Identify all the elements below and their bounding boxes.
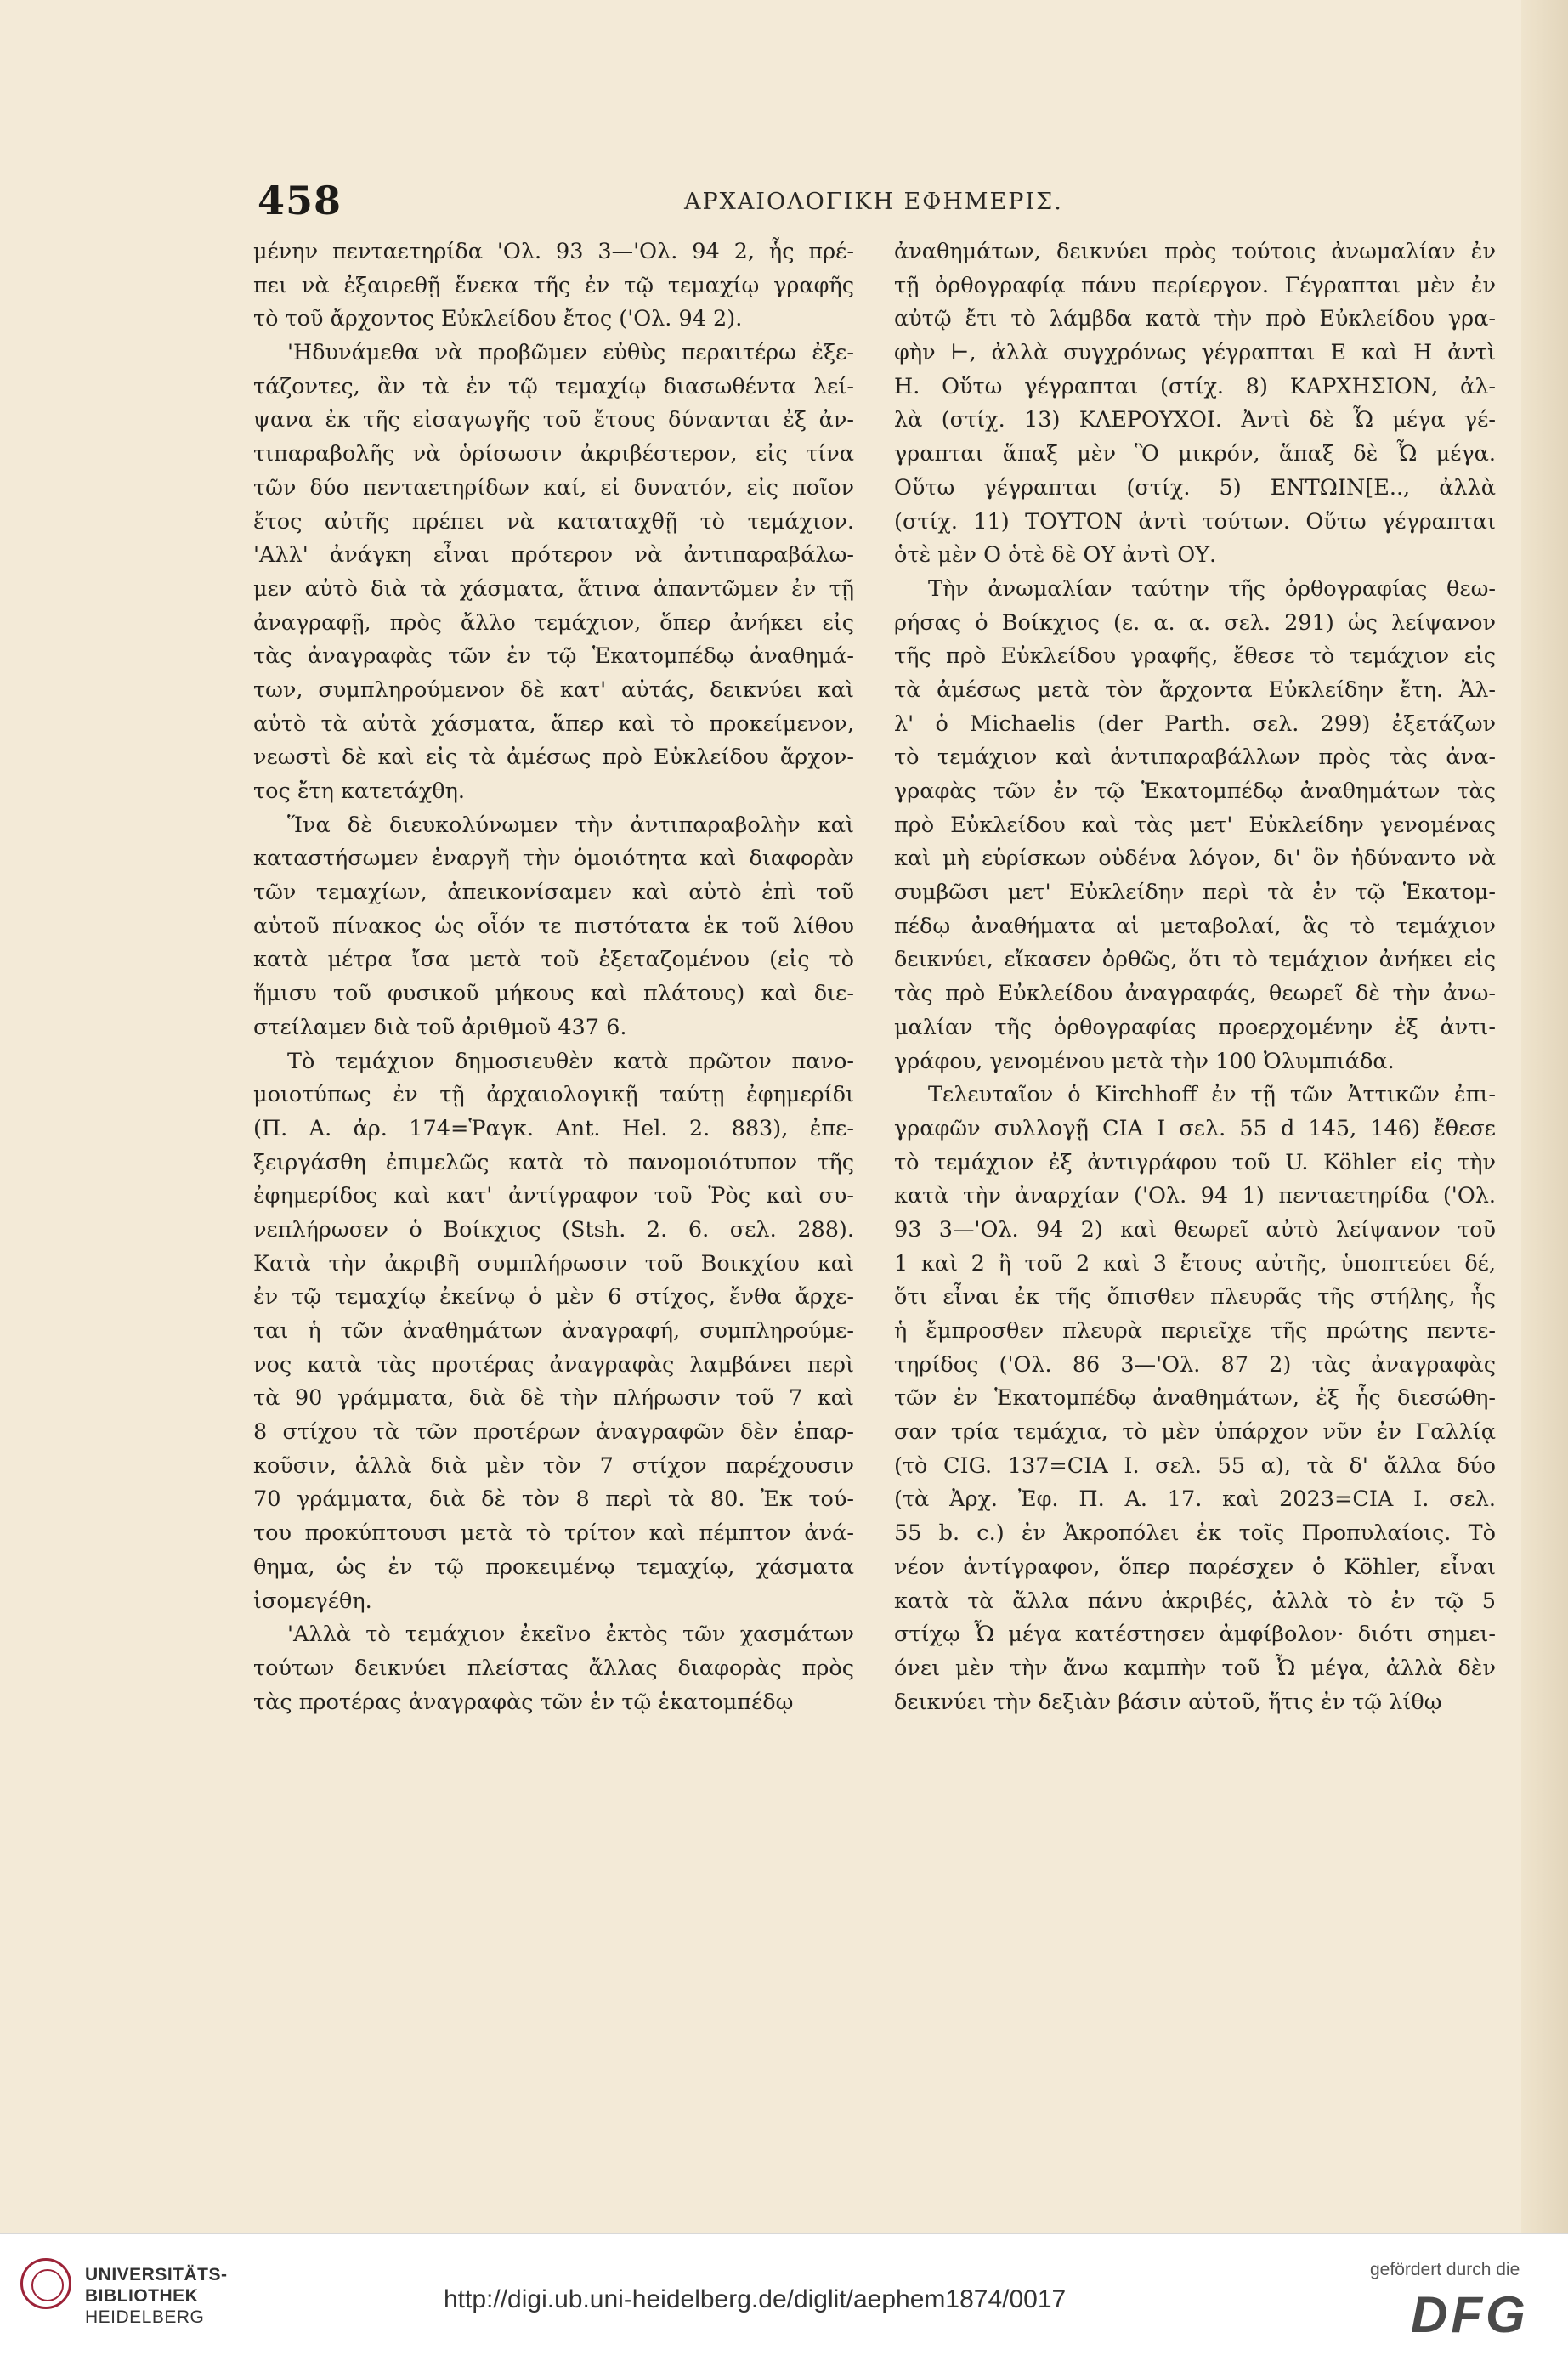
text-line: δεικνύει, εἴκασεν ὀρθῶς, ὅτι τὸ τεμάχιον ἀνήκει εἰς <box>894 947 1496 973</box>
text-line: πέδῳ ἀναθήματα αἱ μεταβολαί, ἃς τὸ τεμάχιον <box>894 913 1496 939</box>
text-line: ἐφημερίδος καὶ κατ' ἀντίγραφον τοῦ Ῥὸς καὶ συ- <box>253 1183 854 1209</box>
text-line: τὸ τοῦ ἄρχοντος Εὐκλείδου ἔτος ('Ολ. 94 2). <box>253 306 743 332</box>
text-line: φὴν ⊢, ἀλλὰ συγχρόνως γέγραπται Ε καὶ Η ἀντὶ <box>894 340 1496 366</box>
running-head: ΑΡΧΑΙΟΛΟΓΙΚΗ ΕΦΗΜΕΡΙΣ. <box>684 189 1063 215</box>
text-line: ψανα ἐκ τῆς εἰσαγωγῆς τοῦ ἔτους δύνανται ἐξ ἀν- <box>253 407 854 433</box>
text-line: μεν αὐτὸ διὰ τὰ χάσματα, ἅτινα ἀπαντῶμεν ἐν τῇ <box>253 575 854 602</box>
text-line: στείλαμεν διὰ τοῦ ἀριθμοῦ 437 6. <box>253 1014 627 1040</box>
text-line: τῶν τεμαχίων, ἀπεικονίσαμεν καὶ αὐτὸ ἐπὶ τοῦ <box>253 880 854 906</box>
text-line: ρήσας ὁ Βοίκχιος (ε. α. α. σελ. 291) ὡς λείψανον <box>894 609 1496 636</box>
text-line: τῆς πρὸ Εὐκλείδου γραφῆς, ἔθεσε τὸ τεμάχιον εἰς <box>894 643 1496 670</box>
page-number: 458 <box>258 178 342 224</box>
text-line: ξειργάσθη ἐπιμελῶς κατὰ τὸ πανομοιότυπον τῆς <box>253 1149 854 1175</box>
text-line: μαλίαν τῆς ὀρθογραφίας προερχομένην ἐξ ἀντι- <box>894 1014 1496 1040</box>
text-line: δεικνύει τὴν δεξιὰν βάσιν αὐτοῦ, ἥτις ἐν τῷ λίθῳ <box>894 1689 1442 1715</box>
text-line: τὸ τεμάχιον ἐξ ἀντιγράφου τοῦ U. Köhler εἰς τὴν <box>894 1149 1496 1175</box>
text-line: κατὰ τὴν ἀναρχίαν ('Ολ. 94 1) πενταετηρίδα ('Ολ. <box>894 1183 1496 1209</box>
text-line: ται ἡ τῶν ἀναθημάτων ἀναγραφή, συμπληρούμε- <box>253 1318 854 1344</box>
page-edge-shadow <box>1521 0 1568 2233</box>
funding-note: gefördert durch die <box>1370 2260 1520 2279</box>
text-line: ἀναθημάτων, δεικνύει πρὸς τούτοις ἀνωμαλίαν ἐν <box>894 239 1496 264</box>
university-library-logo[interactable] <box>20 2258 71 2309</box>
text-line: 'Αλλὰ τὸ τεμάχιον ἐκεῖνο ἐκτὸς τῶν χασμάτων <box>287 1622 854 1648</box>
text-line: ἀναγραφῇ, πρὸς ἄλλο τεμάχιον, ὅπερ ἀνήκει εἰς <box>253 609 854 636</box>
text-line: τὰ ἀμέσως μετὰ τὸν ἄρχοντα Εὐκλείδην ἔτη. Ἀλ- <box>894 676 1496 703</box>
text-line: πει νὰ ἐξαιρεθῇ ἕνεκα τῆς ἐν τῷ τεμαχίῳ γραφῆς <box>253 272 854 298</box>
text-line: θημα, ὡς ἐν τῷ προκειμένῳ τεμαχίῳ, χάσματα <box>253 1554 854 1580</box>
text-line: μοιοτύπως ἐν τῇ ἀρχαιολογικῇ ταύτῃ ἐφημερίδι <box>253 1082 854 1108</box>
text-line: 70 γράμματα, διὰ δὲ τὸν 8 περὶ τὰ 80. Ἐκ τού- <box>253 1486 854 1513</box>
heidelberg-seal-icon <box>20 2258 71 2309</box>
university-name-line-2: BIBLIOTHEK <box>85 2286 199 2306</box>
dfg-logo[interactable]: DFG <box>1411 2286 1529 2343</box>
text-line: τὰς πρὸ Εὐκλείδου ἀναγραφάς, θεωρεῖ δὲ τὴν ἀνω- <box>894 981 1496 1007</box>
text-line: νεωστὶ δὲ καὶ εἰς τὰ ἀμέσως πρὸ Εὐκλείδου ἄρχον- <box>253 744 854 771</box>
text-line: Οὕτω γέγραπται (στίχ. 5) ΕΝΤΩΙΝ[Ε.., ἀλλὰ <box>894 474 1496 501</box>
permalink-url[interactable]: http://digi.ub.uni-heidelberg.de/diglit/aephem1874/0017 <box>444 2285 1067 2313</box>
text-line: κατὰ τὰ ἄλλα πάνυ ἀκριβές, ἀλλὰ τὸ ἐν τῷ 5 <box>894 1588 1496 1614</box>
text-line: μένην πενταετηρίδα 'Ολ. 93 3—'Ολ. 94 2, ἧς πρέ- <box>253 239 854 264</box>
text-line: των, συμπληρούμενον δὲ κατ' αὐτάς, δεικνύει καὶ <box>253 676 854 703</box>
text-line: τῶν δύο πενταετηρίδων καί, εἰ δυνατόν, εἰς ποῖον <box>253 474 854 501</box>
text-line: του προκύπτουσι μετὰ τὸ τρίτον καὶ πέμπτον ἀνά- <box>253 1520 854 1547</box>
text-line: στίχῳ Ὦ μέγα κατέστησεν ἀμφίβολον· διότι σημει- <box>894 1622 1496 1648</box>
left-text-column <box>253 235 854 1719</box>
text-line: 93 3—'Ολ. 94 2) καὶ θεωρεῖ αὐτὸ λείψανον τοῦ <box>894 1216 1496 1243</box>
text-line: ἐν τῷ τεμαχίῳ ἐκείνῳ ὁ μὲν 6 στίχος, ἔνθα ἄρχε- <box>253 1284 854 1311</box>
text-line: Τὸ τεμάχιον δημοσιευθὲν κατὰ πρῶτον πανο- <box>287 1048 854 1074</box>
text-line: νέον ἀντίγραφον, ὅπερ παρέσχεν ὁ Köhler, εἶναι <box>894 1554 1496 1580</box>
text-line: 8 στίχου τὰ τῶν προτέρων ἀναγραφῶν δὲν ἐπαρ- <box>253 1419 854 1446</box>
text-line: νεπλήρωσεν ὁ Βοίκχιος (Stsh. 2. 6. σελ. 288). <box>253 1216 854 1243</box>
text-line: 'Αλλ' ἀνάγκη εἶναι πρότερον νὰ ἀντιπαραβάλω- <box>253 542 854 569</box>
university-name-line-3: HEIDELBERG <box>85 2307 205 2327</box>
right-text-column <box>894 235 1496 1719</box>
text-line: λὰ (στίχ. 13) ΚΛΕΡΟΥΧΟΙ. Ἀντὶ δὲ Ὦ μέγα γέ- <box>894 407 1496 433</box>
text-line: τῇ ὀρθογραφίᾳ πάνυ περίεργον. Γέγραπται μὲν ἐν <box>894 272 1496 298</box>
text-line: γραφὰς τῶν ἐν τῷ Ἑκατομπέδῳ ἀναθημάτων τὰς <box>894 778 1496 804</box>
text-line: ἰσομεγέθη. <box>253 1588 372 1614</box>
text-line: Τὴν ἀνωμαλίαν ταύτην τῆς ὀρθογραφίας θεω- <box>928 575 1496 602</box>
viewer-footer <box>0 2233 1568 2355</box>
text-line: τὰς προτέρας ἀναγραφὰς τῶν ἐν τῷ ἑκατομπέδῳ <box>253 1689 794 1715</box>
text-line: νος κατὰ τὰς προτέρας ἀναγραφὰς λαμβάνει περὶ <box>253 1351 854 1378</box>
text-line: Τελευταῖον ὁ Kirchhoff ἐν τῇ τῶν Ἀττικῶν ἐπι- <box>928 1082 1496 1108</box>
text-line: πρὸ Εὐκλείδου καὶ τὰς μετ' Εὐκλείδην γενομένας <box>894 812 1496 838</box>
text-line: όνει μὲν τὴν ἄνω καμπὴν τοῦ Ὦ μέγα, ἀλλὰ δὲν <box>894 1655 1496 1681</box>
text-line: ἔτος αὐτῆς πρέπει νὰ καταταχθῇ τὸ τεμάχιον. <box>253 508 854 535</box>
text-line: γραπται ἅπαξ μὲν Ὃ μικρόν, ἅπαξ δὲ Ὦ μέγα. <box>894 441 1496 467</box>
text-line: τῶν ἐν Ἑκατομπέδῳ ἀναθημάτων, ἐξ ἧς διεσώθη- <box>894 1385 1496 1412</box>
text-line: τηρίδος ('Ολ. 86 3—'Ολ. 87 2) τὰς ἀναγραφὰς <box>894 1351 1496 1378</box>
text-line: κατὰ μέτρα ἴσα μετὰ τοῦ ἐξεταζομένου (εἰς τὸ <box>253 947 854 973</box>
text-line: (τὰ Ἀρχ. Ἐφ. Π. Α. 17. καὶ 2023=CIA I. σελ. <box>894 1486 1496 1513</box>
text-line: γραφῶν συλλογῇ CIA I σελ. 55 d 145, 146) ἔθεσε <box>894 1115 1496 1141</box>
text-line: τὰ 90 γράμματα, διὰ δὲ τὴν πλήρωσιν τοῦ 7 καὶ <box>253 1385 854 1412</box>
text-line: (Π. Α. ἀρ. 174=Ῥαγκ. Ant. Hel. 2. 883), ἐπε- <box>253 1115 854 1141</box>
text-line: τὸ τεμάχιον καὶ ἀντιπαραβάλλων πρὸς τὰς ἀνα- <box>894 744 1496 771</box>
text-line: τάζοντες, ἂν τὰ ἐν τῷ τεμαχίῳ διασωθέντα λεί- <box>253 373 854 399</box>
text-line: (στίχ. 11) ΤΟΥΤΟΝ ἀντὶ τούτων. Οὕτω γέγραπται <box>894 508 1496 535</box>
text-line: τούτων δεικνύει πλείστας ἄλλας διαφορὰς πρὸς <box>253 1655 854 1681</box>
text-line: τος ἔτη κατετάχθη. <box>253 778 466 804</box>
text-line: συμβῶσι μετ' Εὐκλείδην περὶ τὰ ἐν τῷ Ἑκατομ- <box>894 880 1496 906</box>
text-line: αὐτῷ ἔτι τὸ λάμβδα κατὰ τὴν πρὸ Εὐκλείδου γρα- <box>894 306 1496 332</box>
text-line: κοῦσιν, ἀλλὰ διὰ μὲν τὸν 7 στίχον παρέχουσιν <box>253 1452 854 1479</box>
text-line: καὶ μὴ εὑρίσκων οὐδένα λόγον, δι' ὃν ἠδύναντο νὰ <box>894 846 1496 872</box>
text-line: τὰς ἀναγραφὰς τῶν ἐν τῷ Ἑκατομπέδῳ ἀναθημά- <box>253 643 854 670</box>
text-line: λ' ὁ Michaelis (der Parth. σελ. 299) ἐξετάζων <box>894 710 1496 737</box>
text-line: ἡ ἔμπροσθεν πλευρὰ περιεῖχε τῆς πρώτης πεντε- <box>894 1318 1496 1344</box>
university-name-line-1: UNIVERSITÄTS- <box>85 2265 228 2284</box>
text-line: 'Ηδυνάμεθα νὰ προβῶμεν εὐθὺς περαιτέρω ἐξε- <box>287 340 854 366</box>
text-line: αὐτὸ τὰ αὐτὰ χάσματα, ἅπερ καὶ τὸ προκείμενον, <box>253 710 854 737</box>
text-line: Κατὰ τὴν ἀκριβῆ συμπλήρωσιν τοῦ Βοικχίου καὶ <box>253 1250 854 1277</box>
text-line: ἥμισυ τοῦ φυσικοῦ μήκους καὶ πλάτους) καὶ διε- <box>253 981 854 1007</box>
text-line: 55 b. c.) ἐν Ἀκροπόλει ἐκ τοῖς Προπυλαίοις. Τὸ <box>894 1520 1496 1547</box>
text-line: αὐτοῦ πίνακος ὡς οἷόν τε πιστότατα ἐκ τοῦ λίθου <box>253 913 854 939</box>
text-line: 1 καὶ 2 ἢ τοῦ 2 καὶ 3 ἔτους αὐτῆς, ὑποπτεύει δέ, <box>894 1250 1496 1277</box>
text-line: τιπαραβολῆς νὰ ὁρίσωσιν ἀκριβέστερον, εἰς τίνα <box>253 441 854 467</box>
text-line: γράφου, γενομένου μετὰ τὴν 100 Ὀλυμπιάδα. <box>894 1048 1395 1074</box>
text-line: ὅτι εἶναι ἐκ τῆς ὄπισθεν πλευρᾶς τῆς στήλης, ἧς <box>894 1284 1496 1311</box>
text-line: ὁτὲ μὲν Ο ὁτὲ δὲ ΟΥ ἀντὶ ΟΥ. <box>894 542 1217 569</box>
text-line: καταστήσωμεν ἐναργῆ τὴν ὁμοιότητα καὶ διαφορὰν <box>253 846 854 872</box>
text-line: Ἵνα δὲ διευκολύνωμεν τὴν ἀντιπαραβολὴν καὶ <box>287 812 854 838</box>
text-line: σαν τρία τεμάχια, τὸ μὲν ὑπάρχον νῦν ἐν Γαλλίᾳ <box>894 1419 1496 1446</box>
text-line: (τὸ CIG. 137=CIA I. σελ. 55 α), τὰ δ' ἄλλα δύο <box>894 1452 1496 1479</box>
text-line: Η. Οὕτω γέγραπται (στίχ. 8) ΚΑΡΧΗΣΙΟΝ, ἀλ- <box>894 373 1496 399</box>
